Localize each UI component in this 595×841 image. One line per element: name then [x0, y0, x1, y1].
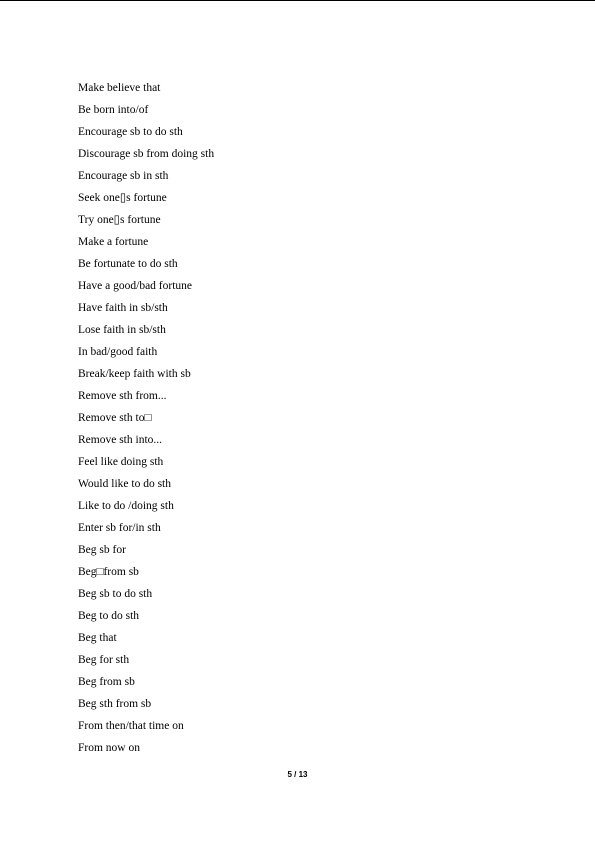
phrase-item: Beg that [78, 632, 117, 644]
phrase-item: Remove sth into... [78, 434, 163, 446]
phrase-item: Try one▯s fortune [78, 214, 161, 226]
phrase-item: Make a fortune [78, 236, 149, 248]
phrase-item: Seek one▯s fortune [78, 192, 167, 204]
phrase-item: Beg to do sth [78, 610, 140, 622]
phrase-item: Encourage sb in sth [78, 170, 169, 182]
phrase-item: Remove sth to□ [78, 412, 152, 424]
phrase-item: Lose faith in sb/sth [78, 324, 166, 336]
phrase-item: Break/keep faith with sb [78, 368, 191, 380]
phrase-item: Beg for sth [78, 654, 130, 666]
phrase-item: Beg□from sb [78, 566, 139, 578]
phrase-item: Beg sth from sb [78, 698, 152, 710]
phrase-item: Would like to do sth [78, 478, 171, 490]
phrase-item: In bad/good faith [78, 346, 158, 358]
top-rule [0, 0, 595, 1]
phrase-item: Feel like doing sth [78, 456, 164, 468]
phrase-item: Beg sb for [78, 544, 126, 556]
phrase-item: Beg sb to do sth [78, 588, 153, 600]
phrase-item: Remove sth from... [78, 390, 167, 402]
page-number: 5 / 13 [287, 770, 308, 779]
phrase-item: Discourage sb from doing sth [78, 148, 215, 160]
phrase-item: Be born into/of [78, 104, 149, 116]
phrase-item: Like to do /doing sth [78, 500, 174, 512]
phrase-item: Encourage sb to do sth [78, 126, 183, 138]
phrase-list [78, 80, 214, 762]
phrase-item: Have a good/bad fortune [78, 280, 193, 292]
phrase-item: Enter sb for/in sth [78, 522, 161, 534]
phrase-item: Beg from sb [78, 676, 135, 688]
phrase-item: From then/that time on [78, 720, 184, 732]
phrase-item: From now on [78, 742, 140, 754]
phrase-item: Be fortunate to do sth [78, 258, 178, 270]
phrase-item: Have faith in sb/sth [78, 302, 168, 314]
phrase-item: Make believe that [78, 82, 161, 94]
